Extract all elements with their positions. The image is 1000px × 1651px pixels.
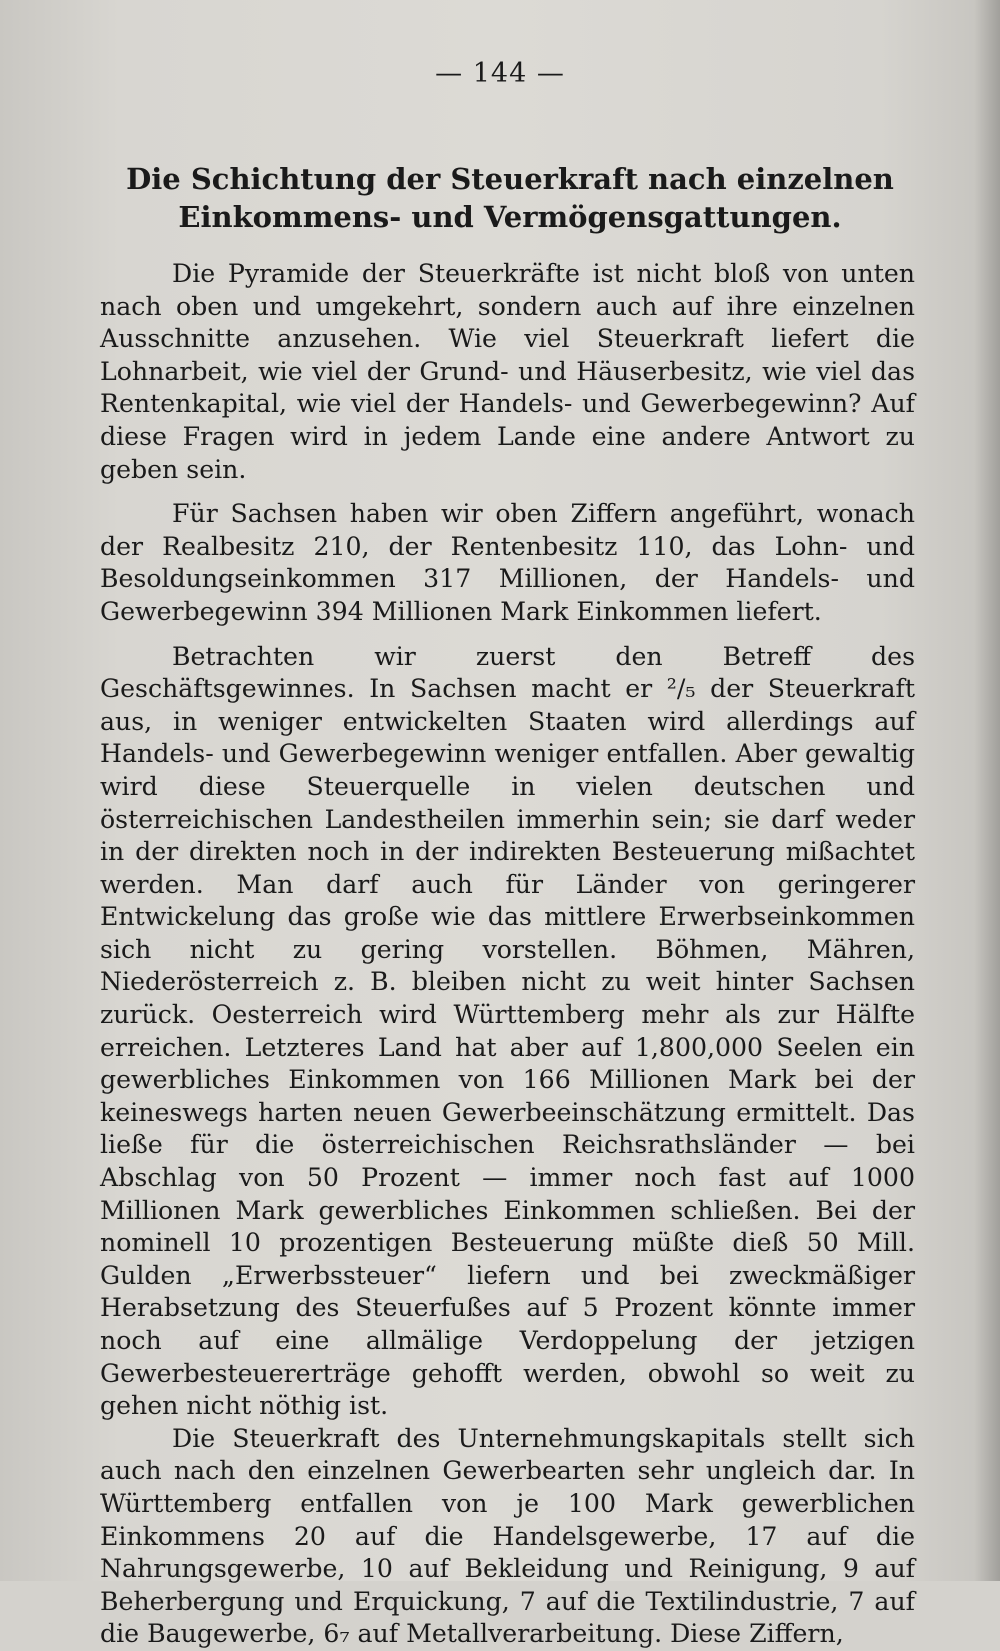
section-heading: Die Schichtung der Steuerkraft nach einzelnen Einkommens- und Vermögensgattungen. bbox=[126, 162, 894, 234]
binding-shadow bbox=[974, 0, 1000, 1581]
page-number: — 144 — bbox=[435, 58, 565, 89]
paragraph-2: Für Sachsen haben wir oben Ziffern angeführt, wonach der Realbesitz 210, der Rentenbesitz 110, das Lohn- und Besoldungseinkommen 317 Millionen, der Handels- und Gewerbegewinn 394 Millionen Mark Einkommen liefert. bbox=[100, 499, 915, 626]
body-text bbox=[100, 258, 915, 1651]
paragraph-1: Die Pyramide der Steuerkräfte ist nicht bloß von unten nach oben und umgekehrt, sondern auch auf ihre einzelnen Ausschnitte anzusehen. Wie viel Steuerkraft liefert die Lohnarbeit, wie viel der Grund- und Häuserbesitz, wie viel das Rentenkapital, wie viel der Handels- und Gewerbegewinn? Auf diese Fragen wird in jedem Lande eine andere Antwort zu geben sein. bbox=[100, 259, 915, 484]
paragraph-3: Betrachten wir zuerst den Betreff des Geschäftsgewinnes. In Sachsen macht er ²/₅ der Steuerkraft aus, in weniger entwickelten Staaten wird allerdings auf Handels- und Gewerbegewinn weniger entfallen. Aber gewaltig wird diese Steuerquelle in vielen deutschen und österreichischen Landestheilen immerhin sein; sie darf weder in der direkten noch in der indirekten Besteuerung mißachtet werden. Man darf auch für Länder von geringerer Entwickelung das große wie das mittlere Erwerbseinkommen sich nicht zu gering vorstellen. Böhmen, Mähren, Niederösterreich z. B. bleiben nicht zu weit hinter Sachsen zurück. Oesterreich wird Württemberg mehr als zur Hälfte erreichen. Letzteres Land hat aber auf 1,800,000 Seelen ein gewerbliches Einkommen von 166 Millionen Mark bei der keineswegs harten neuen Gewerbeeinschätzung ermittelt. Das ließe für die österreichischen Reichsrathsländer — bei Abschlag von 50 Prozent — immer noch fast auf 1000 Millionen Mark gewerbliches Einkommen schließen. Bei der nominell 10 prozentigen Besteuerung müßte dieß 50 Mill. Gulden „Erwerbssteuer“ liefern und bei zweckmäßiger Herabsetzung des Steuerfußes auf 5 Prozent könnte immer noch auf eine allmälige Verdoppelung der jetzigen Gewerbesteuererträge gehofft werden, obwohl so weit zu gehen nicht nöthig ist. bbox=[100, 641, 915, 1421]
paragraph-4: Die Steuerkraft des Unternehmungskapitals stellt sich auch nach den einzelnen Gewerbearten sehr ungleich dar. In Württemberg entfallen von je 100 Mark gewerblichen Einkommens 20 auf die Handelsgewerbe, 17 auf die Nahrungsgewerbe, 10 auf Bekleidung und Reinigung, 9 auf Beherbergung und Erquickung, 7 auf die Textilindustrie, 7 auf die Baugewerbe, 6₇ auf Metallverarbeitung. Diese Ziffern, bbox=[100, 1423, 915, 1649]
